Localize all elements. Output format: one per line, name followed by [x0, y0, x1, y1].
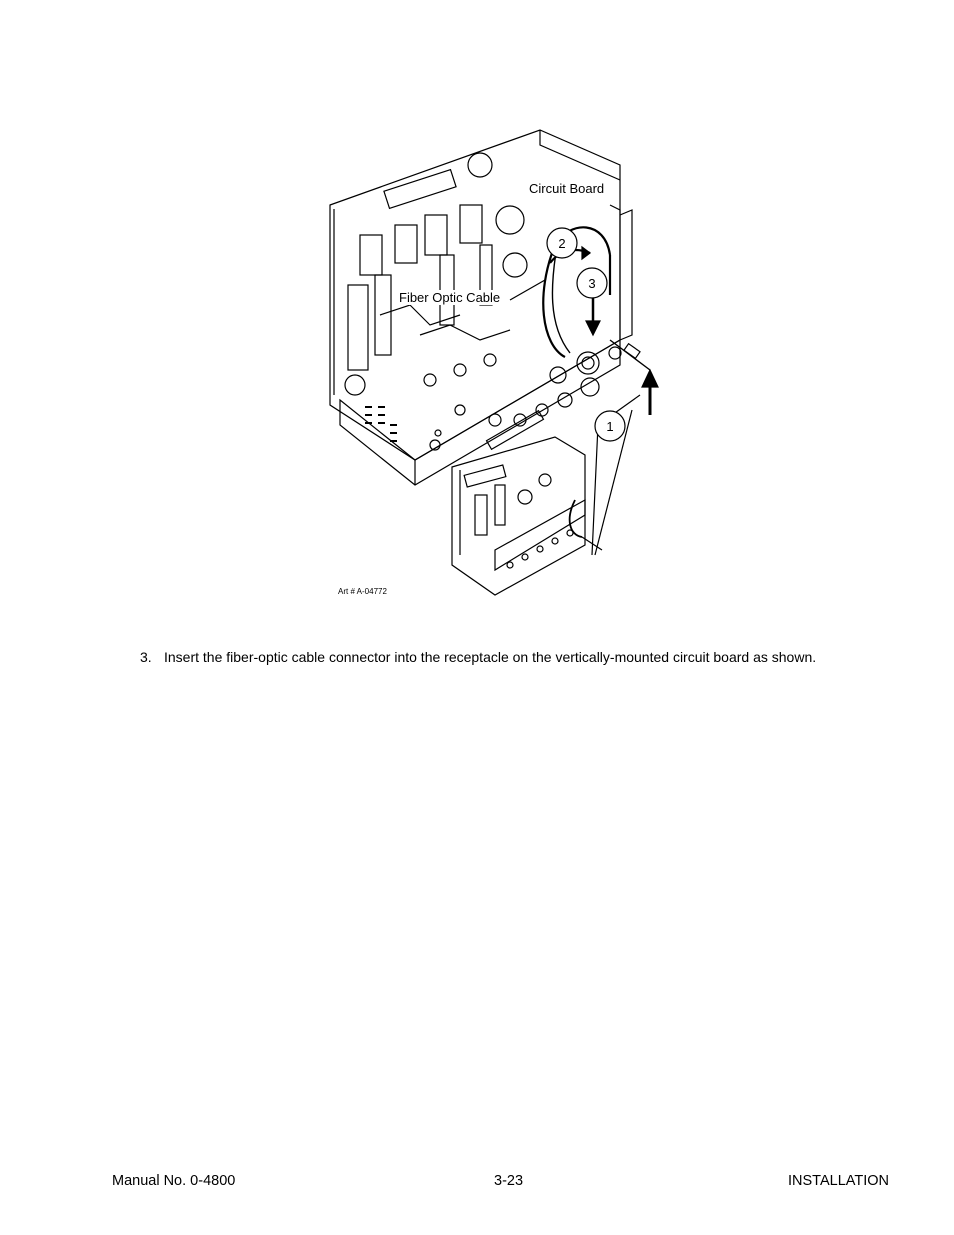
installation-figure — [320, 125, 670, 605]
art-number: Art # A-04772 — [338, 587, 387, 596]
footer-section-name: INSTALLATION — [788, 1173, 889, 1189]
gas-control-module-drawing — [320, 125, 670, 605]
footer-page-number: 3-23 — [494, 1173, 524, 1189]
circuit-board-callout: Circuit Board — [529, 181, 605, 196]
step-number: 3. — [140, 649, 152, 665]
step-text: Insert the fiber-optic cable connector into the receptacle on the vertically-mounted circuit board as shown. — [164, 649, 817, 665]
footer-manual-number: Manual No. 0-4800 — [112, 1173, 236, 1189]
callout-2-label: 2 — [558, 236, 566, 251]
fiber-optic-cable-callout: Fiber Optic Cable — [399, 290, 501, 305]
callout-3-label: 3 — [588, 276, 596, 291]
callout-1-label: 1 — [606, 419, 614, 434]
instruction-step — [140, 649, 816, 665]
